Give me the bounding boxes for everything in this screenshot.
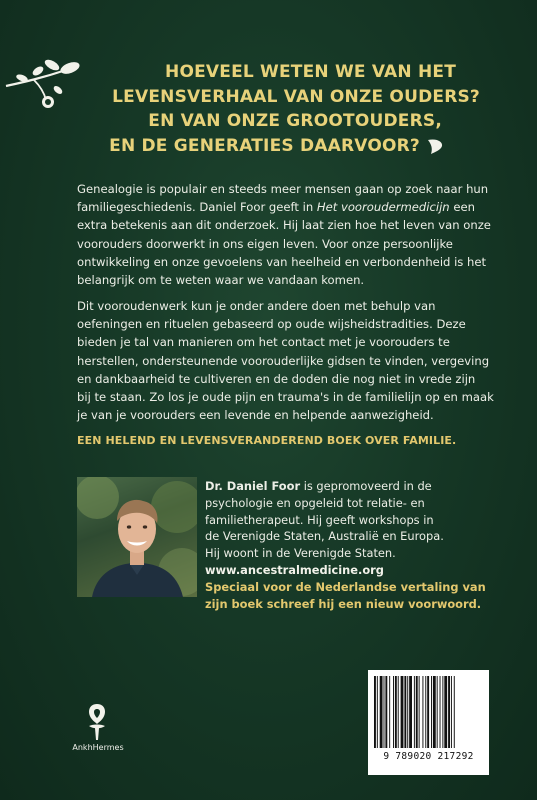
description-line: en dankbaarheid te cultiveren en de doden die nog niet in vrede zijn — [77, 371, 476, 386]
intro-line: Genealogie is populair en steeds meer mensen gaan op zoek naar hun — [77, 182, 489, 196]
barcode-bar — [419, 676, 420, 748]
bio-line: psychologie en opgeleid tot relatie- en — [205, 495, 425, 510]
ankh-logo-icon — [77, 700, 117, 748]
barcode-bar — [431, 676, 432, 748]
barcode-bar — [416, 676, 418, 748]
isbn-barcode — [368, 670, 489, 775]
barcode-bar — [409, 676, 412, 748]
barcode-bar — [395, 676, 397, 748]
publisher-name: AnkhHermes — [72, 743, 124, 752]
barcode-bar — [384, 676, 385, 748]
barcode-bar — [377, 676, 378, 748]
bio-line: de Verenigde Staten, Australië en Europa. — [205, 529, 444, 544]
description-line: herstellen, ondersteunende voorouderlijke gidsen te vinden, vergeving — [77, 353, 490, 368]
description-line: je van je voorouders een levende en helpende aanwezigheid. — [77, 408, 434, 423]
headline-line-1: HOEVEEL WETEN WE VAN HET — [165, 62, 456, 82]
bio-line: Hij woont in de Verenigde Staten. — [205, 546, 396, 561]
barcode-bar — [433, 676, 436, 748]
headline-line-2: LEVENSVERHAAL VAN ONZE OUDERS? — [112, 86, 480, 107]
intro-line: extra betekenis aan dit onderzoek. Hij laat zien hoe het leven van onze — [77, 218, 491, 233]
book-title: Het vooroudermedicijn — [316, 200, 450, 215]
isbn-number: 9 789020 217292 — [383, 751, 474, 762]
barcode-bar — [404, 676, 406, 748]
intro-line: voorouders doorwerkt in ons eigen leven. Voor onze persoonlijke — [77, 236, 453, 251]
description-line: Dit vooroudenwerk kun je onder andere doen met behulp van — [77, 299, 436, 313]
description-line: bij te staan. Zo los je oude pijn en trauma's in de familielijn op en maak — [77, 390, 494, 405]
barcode-bar — [454, 676, 455, 748]
tagline: EEN HELEND EN LEVENSVERANDEREND BOEK OVER FAMILIE. — [77, 434, 457, 447]
barcode-bar — [389, 676, 390, 748]
barcode-bar — [398, 676, 399, 748]
barcode-bar — [401, 676, 404, 748]
translation-note-line: zijn boek schreef hij een nieuw voorwoord. — [205, 596, 482, 611]
bio-line — [205, 478, 475, 495]
intro-paragraph — [77, 180, 491, 289]
headline-line-3: EN VAN ONZE GROOTOUDERS, — [148, 111, 442, 131]
barcode-bar — [444, 676, 447, 748]
website-link[interactable]: www.ancestralmedicine.org — [205, 562, 384, 577]
author-bio — [205, 478, 486, 612]
description-line: oefeningen en rituelen gebaseerd op oude wijsheidstradities. Deze — [77, 317, 466, 332]
author-name: Dr. Daniel Foor — [205, 479, 301, 493]
barcode-bar — [442, 676, 443, 748]
intro-text: familiegeschiedenis. Daniel Foor geeft in — [77, 200, 317, 215]
barcode-bar — [427, 676, 429, 748]
barcode-bar — [451, 676, 452, 748]
barcode-bar — [374, 676, 376, 748]
headline — [60, 60, 480, 158]
barcode-bar — [440, 676, 441, 748]
barcode-bar — [407, 676, 408, 748]
headline-line-4: EN DE GENERATIES DAARVOOR? — [109, 135, 420, 156]
translation-note-line: Speciaal voor de Nederlandse vertaling van — [205, 579, 486, 594]
author-portrait-icon — [77, 477, 197, 597]
intro-line — [77, 198, 475, 216]
intro-text: een — [449, 200, 475, 215]
barcode-icon — [372, 676, 485, 748]
barcode-bar — [425, 676, 426, 748]
barcode-bar — [380, 676, 383, 748]
intro-line: ontwikkeling en onze gevoelens van heelheid en verbondenheid is het — [77, 254, 487, 269]
barcode-bar — [385, 676, 387, 748]
description-line: bieden je tal van manieren om het contact met je voorouders te — [77, 335, 450, 350]
bio-text: is gepromoveerd in de — [300, 479, 432, 493]
barcode-bar — [448, 676, 450, 748]
author-photo — [77, 477, 197, 597]
barcode-bar — [414, 676, 415, 748]
leaf-icon — [425, 136, 445, 156]
barcode-bar — [393, 676, 394, 748]
description-paragraph — [77, 297, 494, 424]
bio-line: familietherapeut. Hij geeft workshops in — [205, 512, 434, 527]
barcode-bar — [422, 676, 423, 748]
intro-line: belangrijk om te weten waar we vandaan komen. — [77, 273, 365, 288]
barcode-bar — [437, 676, 438, 748]
